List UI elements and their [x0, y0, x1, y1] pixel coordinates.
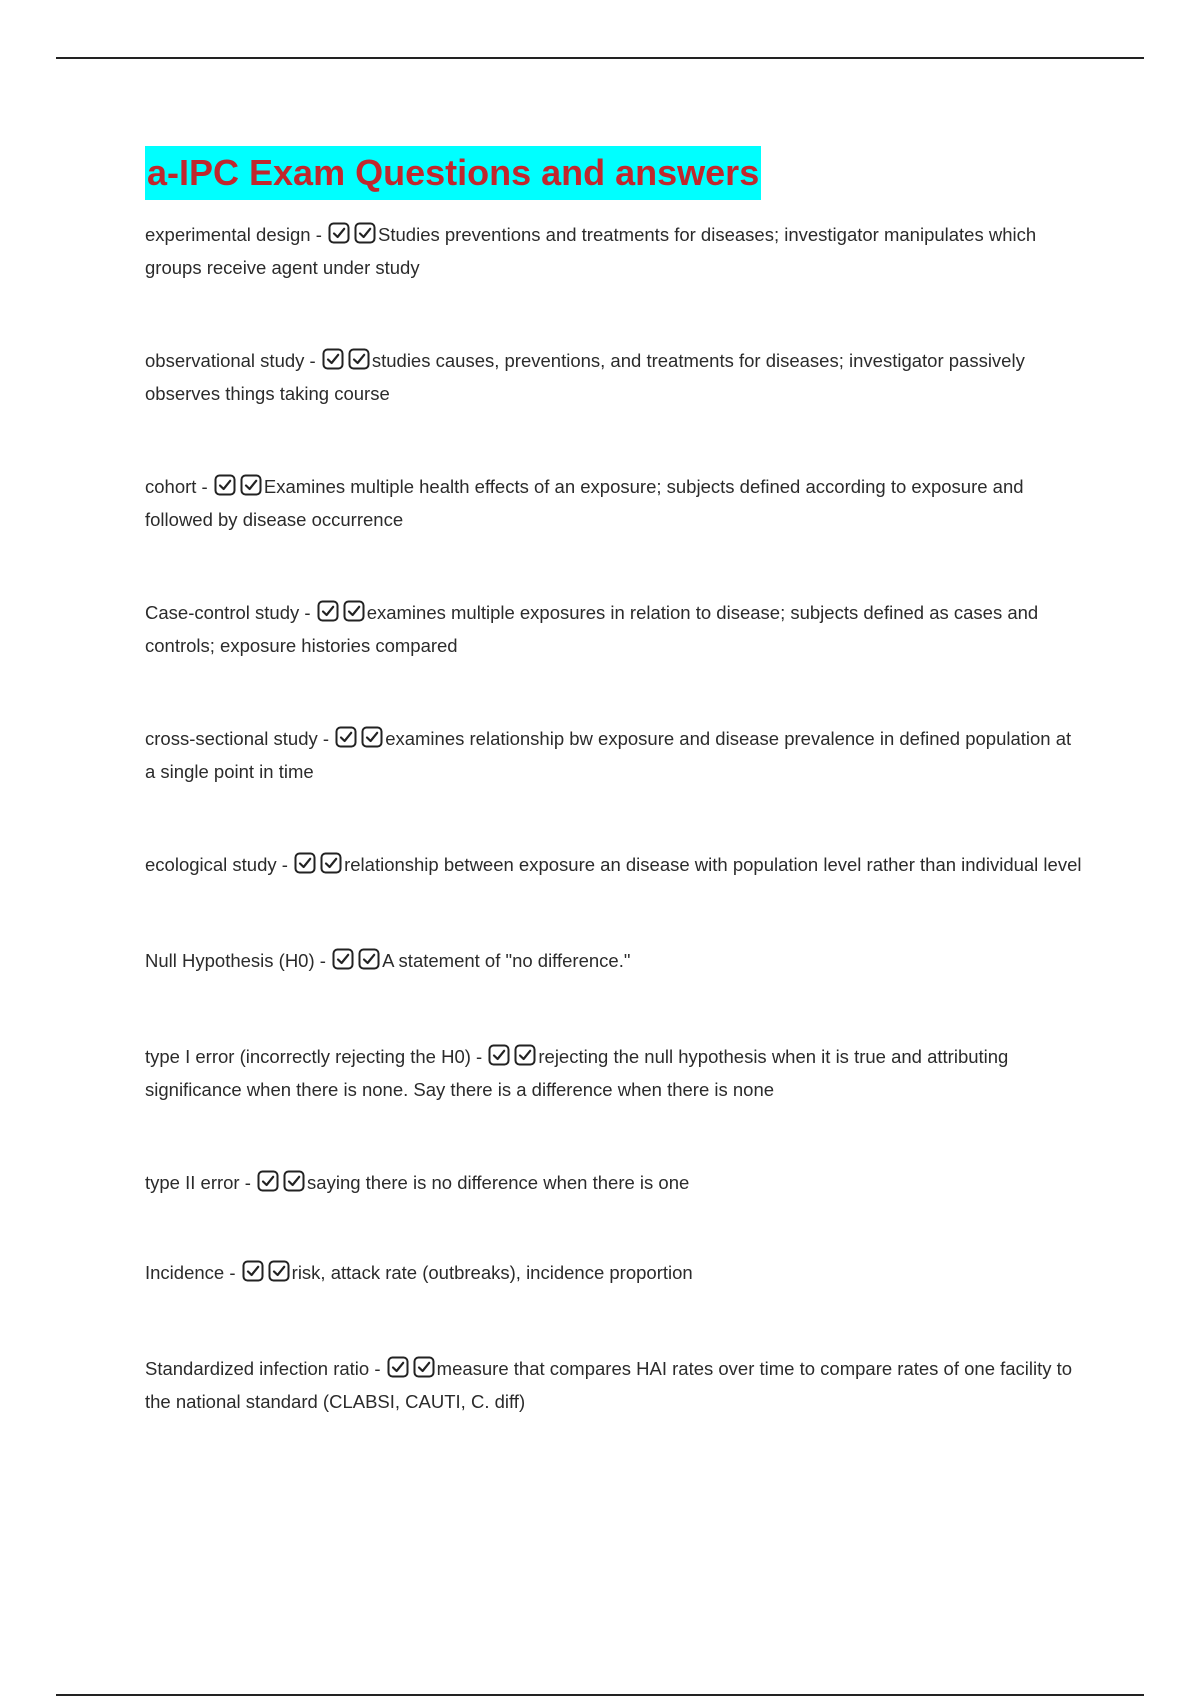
checked-box-icon [242, 1260, 264, 1282]
qa-term: Incidence [145, 1262, 225, 1283]
qa-answer: saying there is no difference when there is one [307, 1172, 690, 1193]
header-rule [56, 57, 1144, 59]
checked-box-icon [328, 222, 350, 244]
check-marks [317, 600, 366, 631]
qa-entry [145, 346, 1085, 409]
check-marks [257, 1170, 306, 1201]
check-marks [328, 222, 377, 253]
checked-box-icon [488, 1044, 510, 1066]
qa-entry [145, 946, 1085, 979]
qa-term: experimental design [145, 224, 311, 245]
check-marks [322, 348, 371, 379]
footer-rule [56, 1694, 1144, 1696]
term-separator: - [196, 476, 213, 497]
check-marks [242, 1260, 291, 1291]
check-marks [332, 948, 381, 979]
qa-term: cohort [145, 476, 197, 497]
checked-box-icon [361, 726, 383, 748]
qa-answer: rejecting the null hypothesis when it is true and attributing significance when there is none. Say there is a difference when there is none [145, 1046, 1009, 1100]
qa-answer: examines multiple exposures in relation to disease; subjects defined as cases and controls; exposure histories compared [145, 602, 1039, 656]
qa-answer: A statement of "no difference." [382, 950, 631, 971]
term-separator: - [304, 350, 321, 371]
checked-box-icon [317, 600, 339, 622]
checked-box-icon [413, 1356, 435, 1378]
check-marks [335, 726, 384, 757]
qa-entry [145, 1042, 1085, 1105]
qa-answer: studies causes, preventions, and treatments for diseases; investigator passively observes things taking course [145, 350, 1025, 404]
checked-box-icon [214, 474, 236, 496]
term-separator: - [299, 602, 316, 623]
document-body [145, 146, 1085, 1417]
qa-entry [145, 598, 1085, 661]
qa-answer: examines relationship bw exposure and disease prevalence in defined population at a single point in time [145, 728, 1072, 782]
qa-entry [145, 472, 1085, 535]
qa-term: type I error (incorrectly rejecting the H0) [145, 1046, 471, 1067]
checked-box-icon [322, 348, 344, 370]
qa-entry [145, 724, 1085, 787]
checked-box-icon [343, 600, 365, 622]
qa-entry [145, 1354, 1085, 1417]
term-separator: - [317, 728, 335, 749]
qa-answer: Studies preventions and treatments for diseases; investigator manipulates which groups receive agent under study [145, 224, 1037, 278]
document-title: a-IPC Exam Questions and answers [145, 146, 761, 200]
check-marks [387, 1356, 436, 1387]
checked-box-icon [335, 726, 357, 748]
qa-term: cross-sectional study [145, 728, 318, 749]
qa-entry [145, 850, 1085, 883]
term-separator: - [470, 1046, 488, 1067]
qa-entry [145, 220, 1085, 283]
qa-entry [145, 1168, 1085, 1201]
term-separator: - [314, 950, 332, 971]
check-marks [214, 474, 263, 505]
check-marks [488, 1044, 537, 1075]
checked-box-icon [387, 1356, 409, 1378]
qa-list [145, 220, 1085, 1417]
qa-term: ecological study [145, 854, 277, 875]
checked-box-icon [332, 948, 354, 970]
checked-box-icon [240, 474, 262, 496]
checked-box-icon [354, 222, 376, 244]
checked-box-icon [268, 1260, 290, 1282]
term-separator: - [224, 1262, 241, 1283]
qa-entry [145, 1258, 1085, 1291]
qa-term: Case-control study [145, 602, 300, 623]
qa-term: Null Hypothesis (H0) [145, 950, 315, 971]
qa-term: type II error [145, 1172, 240, 1193]
checked-box-icon [257, 1170, 279, 1192]
term-separator: - [369, 1358, 386, 1379]
term-separator: - [239, 1172, 257, 1193]
qa-term: observational study [145, 350, 305, 371]
qa-term: Standardized infection ratio [145, 1358, 370, 1379]
checked-box-icon [294, 852, 316, 874]
check-marks [294, 852, 343, 883]
checked-box-icon [348, 348, 370, 370]
qa-answer: Examines multiple health effects of an exposure; subjects defined according to exposure and followed by disease occurrence [145, 476, 1024, 530]
term-separator: - [276, 854, 294, 875]
checked-box-icon [358, 948, 380, 970]
qa-answer: risk, attack rate (outbreaks), incidence proportion [291, 1262, 693, 1283]
term-separator: - [310, 224, 328, 245]
checked-box-icon [514, 1044, 536, 1066]
checked-box-icon [283, 1170, 305, 1192]
qa-answer: relationship between exposure an disease with population level rather than individual level [344, 854, 1082, 875]
qa-answer: measure that compares HAI rates over time to compare rates of one facility to the national standard (CLABSI, CAUTI, C. diff) [145, 1358, 1073, 1412]
checked-box-icon [320, 852, 342, 874]
